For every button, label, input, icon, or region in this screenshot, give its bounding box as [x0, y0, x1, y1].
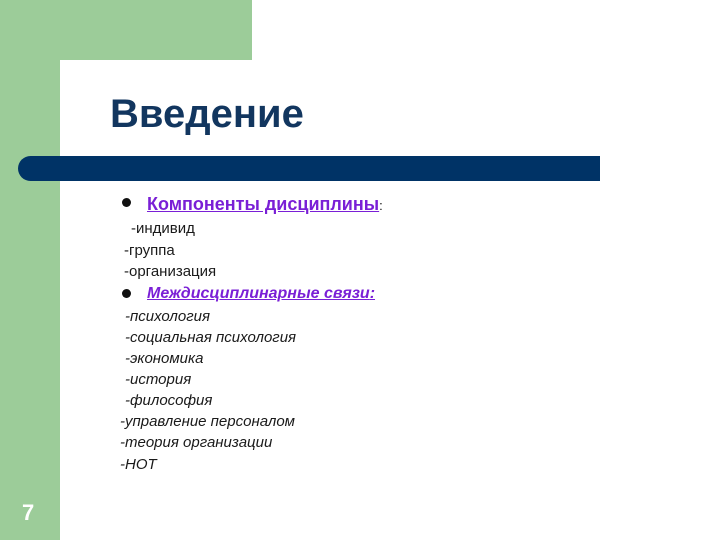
slide-title: Введение: [110, 92, 304, 136]
list-item: -индивид: [131, 220, 195, 237]
section1-heading-colon: :: [379, 198, 383, 213]
list-item: -НОТ: [120, 456, 157, 473]
section2-heading: Междисциплинарные связи: [147, 285, 370, 302]
list-item: -история: [125, 371, 192, 388]
list-item: -организация: [124, 263, 217, 280]
section1-heading: Компоненты дисциплины: [147, 194, 380, 214]
section2-heading-line: [147, 285, 375, 303]
list-item: -психология: [125, 308, 210, 325]
list-item: -группа: [124, 242, 175, 259]
left-green-band: [0, 0, 60, 540]
list-item: -социальная психология: [125, 329, 297, 346]
list-item: -философия: [125, 392, 213, 409]
slide-number: 7: [22, 500, 35, 525]
section1-heading-line: [147, 194, 383, 215]
bullet-icon: [122, 289, 131, 298]
bullet-icon: [122, 198, 131, 207]
section2-heading-colon: :: [369, 285, 376, 302]
title-underline-bar: [18, 156, 600, 181]
list-item: -теория организации: [120, 434, 273, 451]
top-green-block: [0, 0, 252, 60]
list-item: -управление персоналом: [120, 413, 295, 430]
list-item: -экономика: [125, 350, 204, 367]
